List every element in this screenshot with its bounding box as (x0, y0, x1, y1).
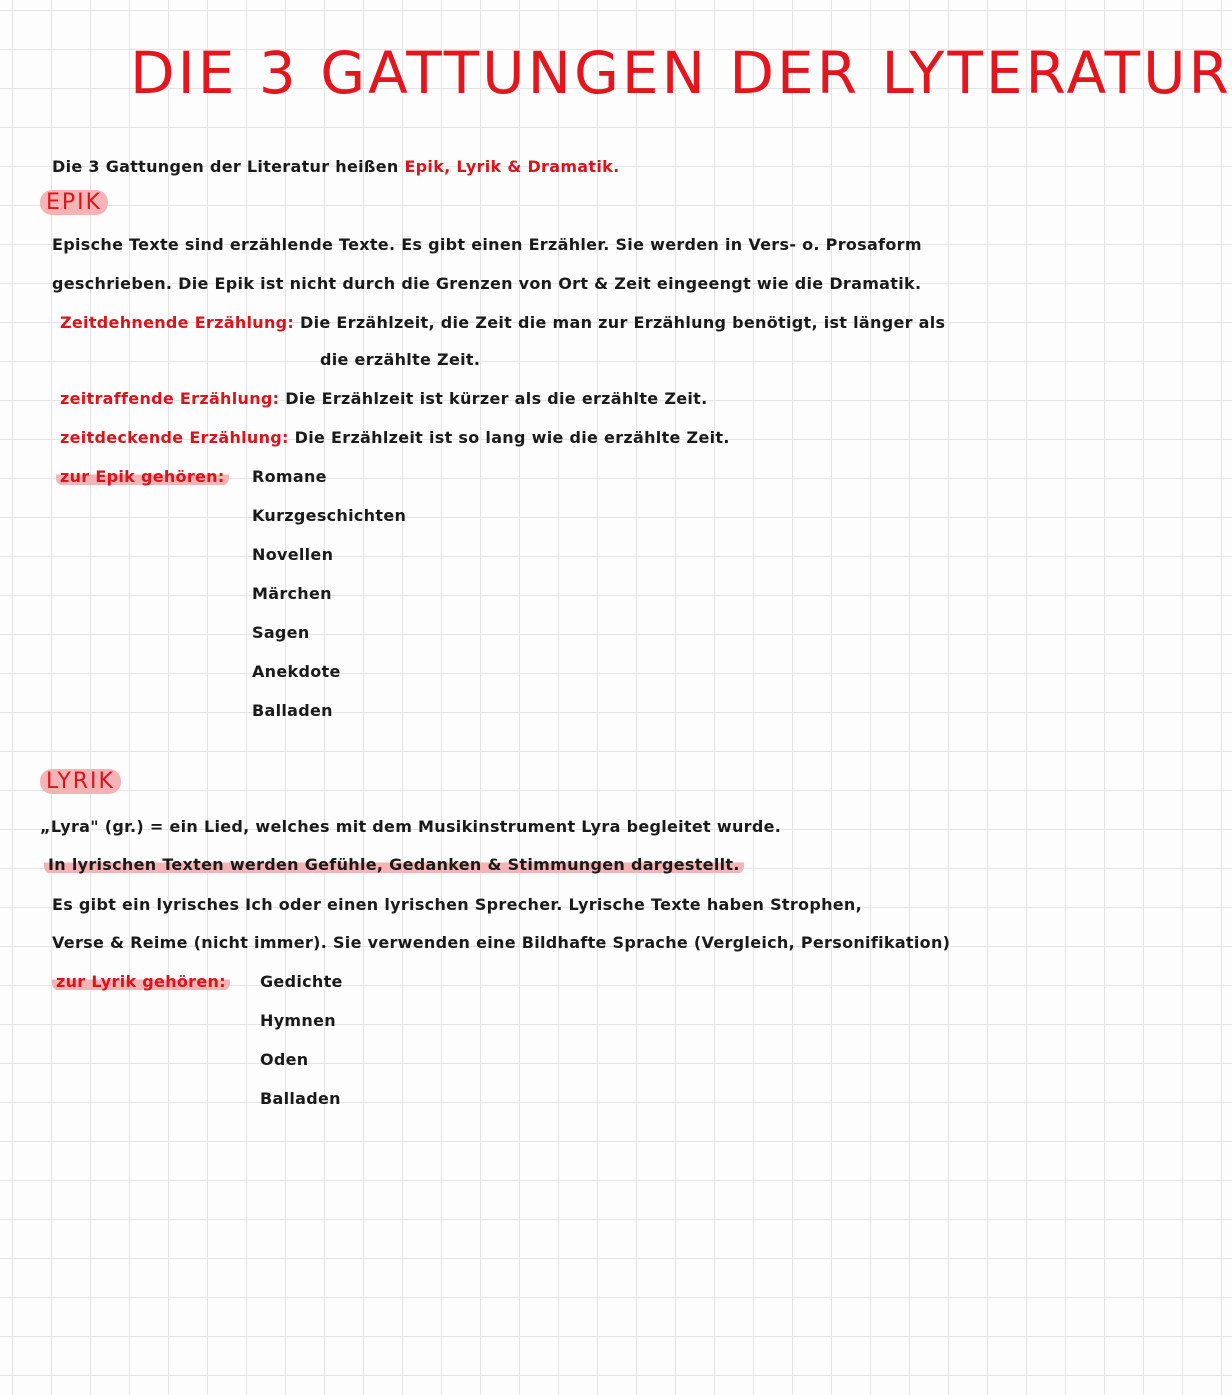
lyrik-line-2: Es gibt ein lyrisches Ich oder einen lyrischen Sprecher. Lyrische Texte haben Strophen, (52, 895, 862, 914)
epik-list-label-text: zur Epik gehören: (56, 467, 229, 486)
lyrik-line-3: Verse & Reime (nicht immer). Sie verwenden eine Bildhafte Sprache (Vergleich, Personifikation) (52, 933, 951, 952)
zeitraffend-term: zeitraffende Erzählung: (60, 389, 280, 408)
lyrik-heading-label: LYRIK (40, 769, 121, 794)
zeitdehnend-definition-cont: die erzählte Zeit. (320, 350, 481, 369)
lyrik-list-label (52, 972, 230, 992)
zeitraffend-line (60, 389, 707, 409)
epik-item: Anekdote (252, 662, 341, 681)
lyrik-heading (40, 770, 121, 794)
zeitdehnend-definition: Die Erzählzeit, die Zeit die man zur Erzählung benötigt, ist länger als (300, 313, 946, 332)
zeitdeckend-definition: Die Erzählzeit ist so lang wie die erzählte Zeit. (294, 428, 730, 447)
epik-line-1: Epische Texte sind erzählende Texte. Es gibt einen Erzähler. Sie werden in Vers- o. Prosaform (52, 235, 922, 254)
intro-highlight: Epik, Lyrik & Dramatik. (404, 157, 620, 176)
epik-item: Kurzgeschichten (252, 506, 407, 525)
lyrik-item: Balladen (260, 1089, 341, 1108)
intro-prefix: Die 3 Gattungen der Literatur heißen (52, 157, 399, 176)
epik-list-label (56, 467, 229, 487)
lyrik-highlight: In lyrischen Texten werden Gefühle, Gedanken & Stimmungen dargestellt. (44, 855, 744, 874)
epik-item: Sagen (252, 623, 310, 642)
zeitdehnend-line (60, 313, 945, 333)
epik-item: Novellen (252, 545, 334, 564)
zeitdehnend-term: Zeitdehnende Erzählung: (60, 313, 295, 332)
intro-line (52, 157, 619, 177)
zeitraffend-definition: Die Erzählzeit ist kürzer als die erzählte Zeit. (285, 389, 708, 408)
lyrik-line-1: „Lyra" (gr.) = ein Lied, welches mit dem Musikinstrument Lyra begleitet wurde. (40, 817, 782, 836)
lyrik-list-label-text: zur Lyrik gehören: (52, 972, 230, 991)
epik-heading (40, 191, 108, 215)
lyrik-item: Hymnen (260, 1011, 336, 1030)
zeitdeckend-line (60, 428, 730, 448)
page-title: DIE 3 GATTUNGEN DER LYTERATUR (130, 39, 1232, 107)
epik-heading-label: EPIK (40, 190, 108, 215)
lyrik-item: Oden (260, 1050, 309, 1069)
epik-item: Märchen (252, 584, 332, 603)
lyrik-item: Gedichte (260, 972, 343, 991)
lyrik-highlight-line (44, 855, 744, 875)
epik-line-2: geschrieben. Die Epik ist nicht durch die Grenzen von Ort & Zeit eingeengt wie die Dramatik. (52, 274, 922, 293)
epik-item: Balladen (252, 701, 333, 720)
zeitdeckend-term: zeitdeckende Erzählung: (60, 428, 289, 447)
epik-item: Romane (252, 467, 327, 486)
